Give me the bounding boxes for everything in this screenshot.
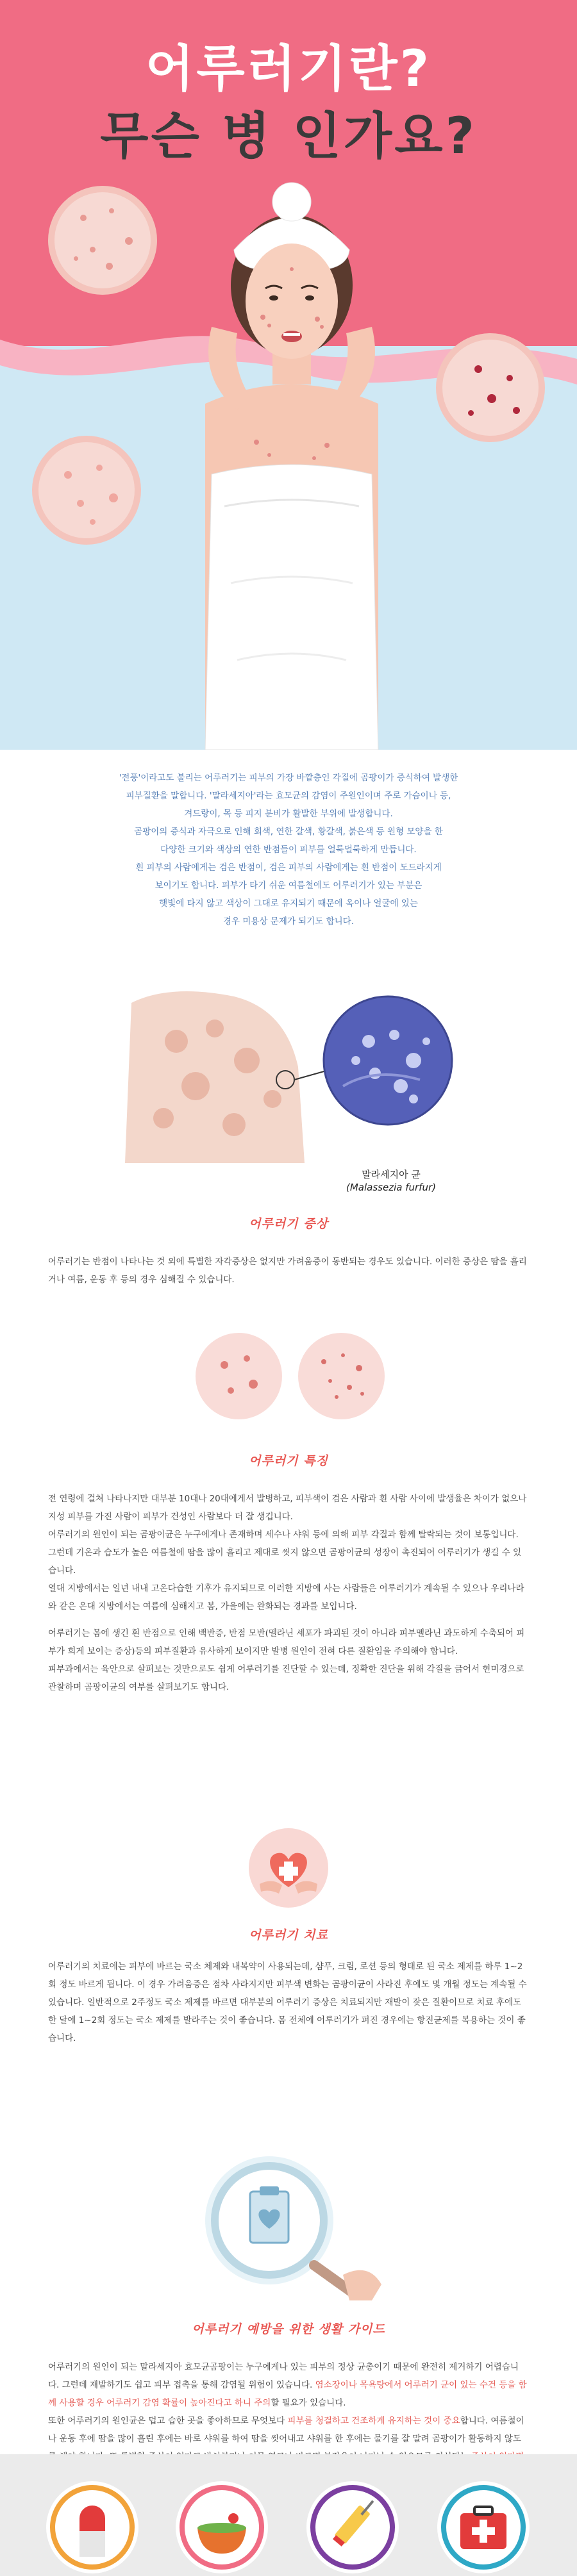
symptoms-title: 어루러기 증상 [249,1217,328,1231]
intro-line: 다양한 크기와 색상의 연한 반점들이 피부를 얼룩덜룩하게 만듭니다. [160,845,417,855]
treatment-paragraph: 어루러기의 치료에는 피부에 바르는 국소 체제와 내복약이 사용되는데, 샴푸, 크림, 로션 등의 형태로 된 국소 제제를 하루 1~2회 정도 바르게 됩니다. 이 경우 가려움증은 점차 사라지지만 피부색 변화는 곰팡이균이 사라진 후에도 몇 개월 정도는 계속될 수 있습니다. 일반적으로 2주정도 국소 제제를 바르면 대부분의 어루러기 증상은 치료되지만 재발이 잦은 질환이므로 치료 후에도 한 달에 1~2회 정도는 국소 제제를 발라주는 것이 좋습니다. 몸 전체에 어루러기가 퍼진 경우에는 항진균제를 복용하는 것이 좋습니다. [48,1961,527,2043]
intro-line: 햇빛에 타지 않고 색상이 그대로 유지되기 때문에 옥이나 얼굴에 있는 [159,898,418,909]
features-text [48,1490,529,1705]
caption-latin: (Malassezia furfur) [346,1182,436,1193]
intro-line: 흰 피부의 사람에게는 검은 반점이, 검은 피부의 사람에게는 흰 반점이 도드라지게 [135,863,442,873]
prevention-title: 어루러기 예방을 위한 생활 가이드 [192,2322,385,2336]
skin-spot-circle-left [196,1333,282,1419]
intro-line: 경우 미용상 문제가 되기도 합니다. [222,916,355,927]
features-paragraph: 열대 지방에서는 일년 내내 고온다습한 기후가 유지되므로 이러한 지방에 사는 사람들은 어루러기가 계속될 수 있으나 우리나라와 같은 온대 지방에서는 여름에 심해지고 봄, 가을에는 완화되는 경과를 보입니다. [48,1583,524,1612]
skin-spot-circle-right [298,1333,385,1419]
caption-korean: 말라세지아 균 [362,1169,421,1180]
first-aid-kit-icon [436,2480,531,2575]
skin-closeup-right [436,333,545,442]
treatment-text [48,1958,529,2056]
medical-heart-icon [247,1826,330,1910]
skin-closeup-bottom-left [32,436,141,545]
prevention-highlight: 피부를 청결하고 건조하게 유지하는 것이 중요 [287,2416,460,2426]
treatment-title: 어루러기 치료 [249,1928,328,1942]
magnifier-clipboard-icon [192,2153,385,2300]
hero-banner [0,0,577,750]
hero-title-line2: 무슨 병 인가요? [100,108,477,165]
features-paragraph: 어루러기의 원인이 되는 곰팡이균은 누구에게나 존재하며 세수나 샤워 등에 의해 피부 각질과 함께 탈락되는 것이 보통입니다. 그런데 기온과 습도가 높은 여름철에 땀을 많이 흘리고 제대로 씻지 않으면 곰팡이균의 성장이 촉진되어 어루러기가 생길 수 있습니다. [48,1530,522,1576]
illustration-caption [327,1168,455,1194]
prevention-paragraph-1: 어루러기의 원인이 되는 말라세지아 효모균곰팡이는 누구에게나 있는 피부의 정상 균총이기 때문에 완전히 제거하기 어렵습니다. 그런데 재발하기도 쉽고 피부 접촉을 통해 감염될 위험이 있습니다. 염소장이나 목욕탕에서 어루러기 균이 있는 수건 등을 함께 사용할 경우 어루러기 감염 확률이 높아진다고 하니 주의할 필요가 있습니다. [48,2362,527,2408]
pill-capsule-icon [45,2480,140,2575]
malassezia-illustration [119,990,465,1163]
symptoms-text [48,1253,529,1298]
skin-closeup-top-left [48,186,157,295]
intro-line: 보이기도 합니다. 피부가 타기 쉬운 여름철에도 어루러기가 있는 부분은 [155,880,422,891]
features-paragraph: 피부과에서는 육안으로 살펴보는 것만으로도 쉽게 어루러기를 진단할 수 있는데, 정확한 진단을 위해 각질을 긁어서 현미경으로 관찰하며 곰팡이균의 여부를 살펴보기도 합니다. [48,1664,524,1692]
prevention-highlight: 염소장이나 목욕탕에서 어루러기 균이 있는 수건 등을 함께 사용할 경우 어루러기 감염 확률이 높아진다고 하니 주의 [48,2380,527,2408]
syringe-icon [305,2480,400,2575]
features-paragraph: 전 연령에 걸쳐 나타나지만 대부분 10대나 20대에게서 발병하고, 피부색이 검은 사람과 흰 사람 사이에 발생율은 차이가 없으나 지성 피부를 가진 사람이 피부가 건성인 사람보다 더 잘 생깁니다. [48,1494,527,1522]
symptoms-paragraph: 어루러기는 반점이 나타나는 것 외에 특별한 자각증상은 없지만 가려움증이 동반되는 경우도 있습니다. 이러한 증상은 땀을 흘리거나 여름, 운동 후 등의 경우 심해질 수 있습니다. [48,1257,527,1285]
intro-text [0,769,577,930]
intro-line: 겨드랑이, 목 등 피지 분비가 활발한 부위에 발생합니다. [184,809,393,819]
features-title: 어루러기 특징 [249,1454,328,1468]
hero-title-line1: 어루러기란? [146,40,431,98]
prevention-paragraph-2: 또한 어루러기의 원인균은 덥고 습한 곳을 좋아하므로 무엇보다 피부를 청결하고 건조하게 유지하는 것이 중요합니다. 여름철이나 운동 후에 땀을 많이 흘린 후에는 바로 샤워를 하여 땀을 씻어내고 샤워를 한 후에는 물기를 잘 말려 곰팡이가 활동하지 않도 [48,2412,529,2484]
woman-illustration [186,173,397,750]
intro-line: 피부질환을 말합니다. '말라세지아'라는 효모균의 감염이 주원인이며 주로 가슴이나 등, [126,791,451,801]
intro-line: '전풍'이라고도 불리는 어루러기는 피부의 가장 바깥층인 각질에 곰팡이가 증식하여 발생한 [119,773,458,783]
bowl-icon [174,2480,269,2575]
features-paragraph: 어루러기는 몸에 생긴 흰 반점으로 인해 백반증, 반점 모반(멜라닌 세포가 파괴된 것이 아니라 피부멜라닌 과도하게 수축되어 피부가 희게 보이는 증상)등의 피부질환과 유사하게 보이지만 발병 원인이 전혀 다른 질환임을 주의해야 합니다. [48,1628,525,1656]
intro-line: 곰팡이의 증식과 자극으로 인해 회색, 연한 갈색, 황갈색, 붉은색 등 원형 모양을 한 [134,827,443,837]
